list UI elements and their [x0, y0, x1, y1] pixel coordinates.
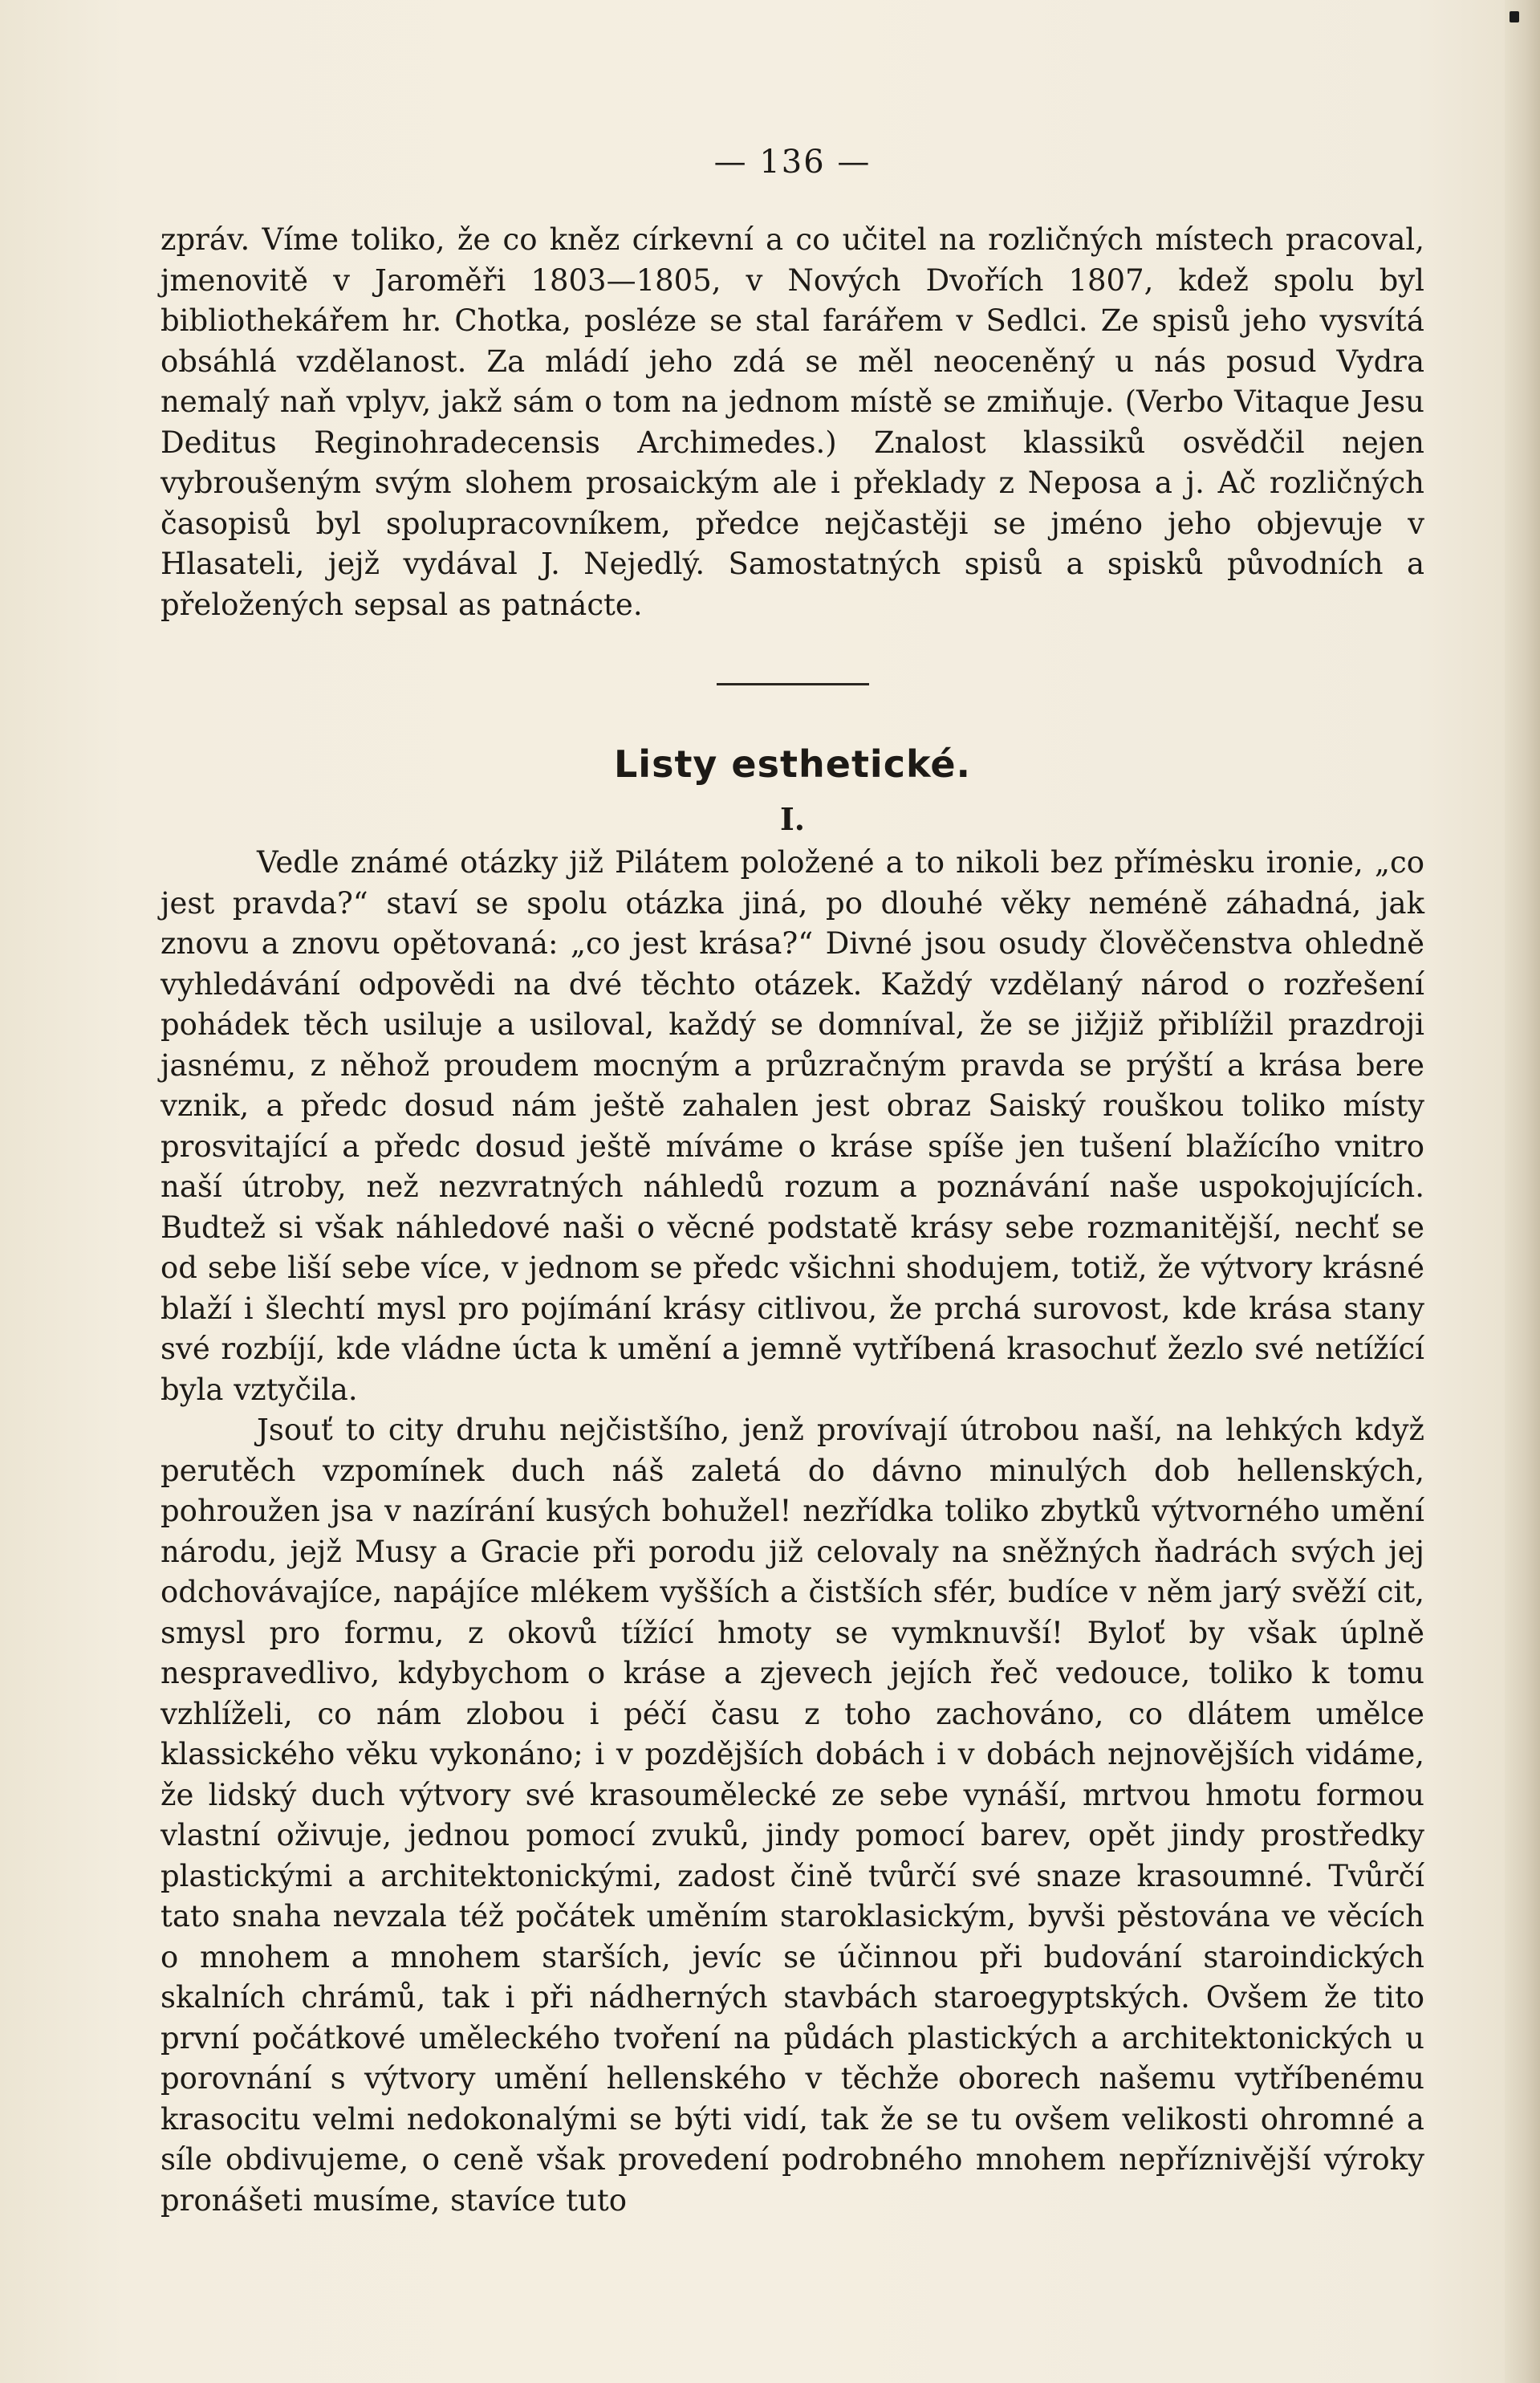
section-numeral: I. [779, 801, 805, 837]
section-title: Listy esthetické. [613, 742, 971, 786]
page-edge-shadow [1505, 0, 1540, 2383]
page-number: — 136 — [713, 144, 872, 181]
page-content [161, 136, 1424, 2221]
body-paragraph-1: Vedle známé otázky již Pilátem položené a to nikoli bez přímėsku ironie, „co jest pravda?“ staví se spolu otázka jiná, po dlouhé věky neméně záhadná, jak znovu a znovu opětovaná: „co jest krása?“ Divné jsou osudy člověčenstva ohledně vyhledávání odpovědi na dvé těchto otázek. Každý vzdělaný národ o rozřešení pohádek těch usiluje a usiloval, každý se domníval, že se jižjiž přiblížil prazdroji jasnému, z něhož proudem mocným a průzračným pravda se prýští a krása bere vznik, a předc dosud nám ještě zahalen jest obraz Saiský rouškou toliko místy prosvitající a předc dosud ještě míváme o kráse spíše jen tušení blažícího vnitro naší útroby, než nezvratných náhledů rozum a poznávání naše uspokojujících. Budtež si však náhledové naši o věcné podstatě krásy sebe rozmanitější, nechť se od sebe liší sebe více, v jednom se předc všichni shodujem, totiž, že výtvory krásné blaží i šlechtí mysl pro pojímání krásy citlivou, že prchá surovost, kde krása stany své rozbíjí, kde vládne úcta k umění a jemně vytříbená krasochuť žezlo své netížící byla vztyčila. [161, 845, 1424, 1407]
section-divider [717, 683, 869, 685]
body-paragraph-2: Jsouť to city druhu nejčistšího, jenž provívají útrobou naší, na lehkých když perutěch vzpomínek duch náš zaletá do dávno minulých dob hellenských, pohroužen jsa v nazírání kusých bohužel! nezřídka toliko zbytků výtvorného umění národu, jejž Musy a Gracie při porodu již celovaly na sněžných ňadrách svých jej odchovávajíce, napájíce mlékem vyšších a čistších sfér, budíce v něm jarý svěží cit, smysl pro formu, z okovů tížící hmoty se vymknuvší! Byloť by však úplně nespravedlivo, kdybychom o kráse a zjevech jejích řeč vedouce, toliko k tomu vzhlíželi, co nám zlobou i péčí času z toho zachováno, co dlátem umělce klassického věku vykonáno; i v pozdějších dobách i v dobách nejnovějších vidáme, že lidský duch výtvory své krasoumělecké ze sebe vynáší, mrtvou hmotu formou vlastní oživuje, jednou pomocí zvuků, jindy pomocí barev, opět jindy prostředky plastickými a architektonickými, zadost čině tvůrčí své snaze krasoumné. Tvůrčí tato snaha nevzala též počátek uměním staroklasickým, byvši pěstována ve věcích o mnohem a mnohem starších, jevíc se účinnou při budování staroindických skalních chrámů, tak i při nádherných stavbách staroegyptských. Ovšem že tito první počátkové uměleckého tvoření na půdách plastických a architektonických u porovnání s výtvory umění hellenského v těchže oborech našemu vytříbenému krasocitu velmi nedokonalými se býti vidí, tak že se tu ovšem velikosti ohromné a síle obdivujeme, o ceně však provedení podrobného mnohem nepříznivější výroky pronášeti musíme, stavíce tuto [161, 1413, 1424, 2218]
corner-mark [1510, 11, 1519, 22]
intro-paragraph: zpráv. Víme toliko, že co kněz církevní a co učitel na rozličných místech pracoval, jmenovitě v Jaroměři 1803—1805, v Nových Dvořích 1807, kdež spolu byl bibliothekářem hr. Chotka, posléze se stal farářem v Sedlci. Ze spisů jeho vysvítá obsáhlá vzdělanost. Za mládí jeho zdá se měl neoceněný u nás posud Vydra nemalý naň vplyv, jakž sám o tom na jednom místě se zmiňuje. (Verbo Vitaque Jesu Deditus Reginohradecensis Archimedes.) Znalost klassiků osvědčil nejen vybroušeným svým slohem prosaickým ale i překlady z Neposa a j. Ač rozličných časopisů byl spolupracovníkem, předce nejčastěji se jméno jeho objevuje v Hlasateli, jejž vydával J. Nejedlý. Samostatných spisů a spisků původních a přeložených sepsal as patnácte. [161, 222, 1424, 622]
